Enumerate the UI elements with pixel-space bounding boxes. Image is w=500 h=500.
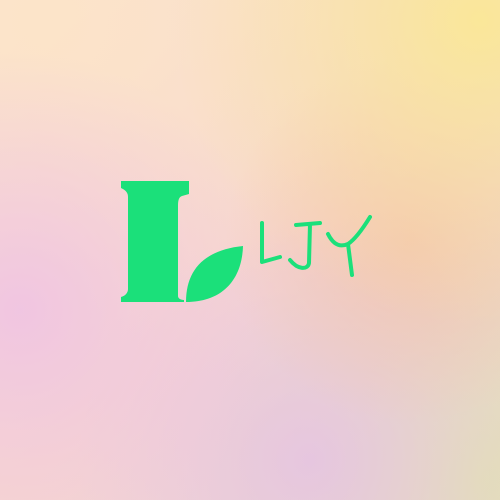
logo-wordmark xyxy=(262,217,370,275)
logo-letter-l-mark xyxy=(121,181,189,302)
wordmark-letter-j xyxy=(290,223,320,268)
wordmark-letter-l xyxy=(262,223,280,262)
wordmark-letter-y xyxy=(328,217,370,275)
leaf-icon xyxy=(186,246,243,302)
